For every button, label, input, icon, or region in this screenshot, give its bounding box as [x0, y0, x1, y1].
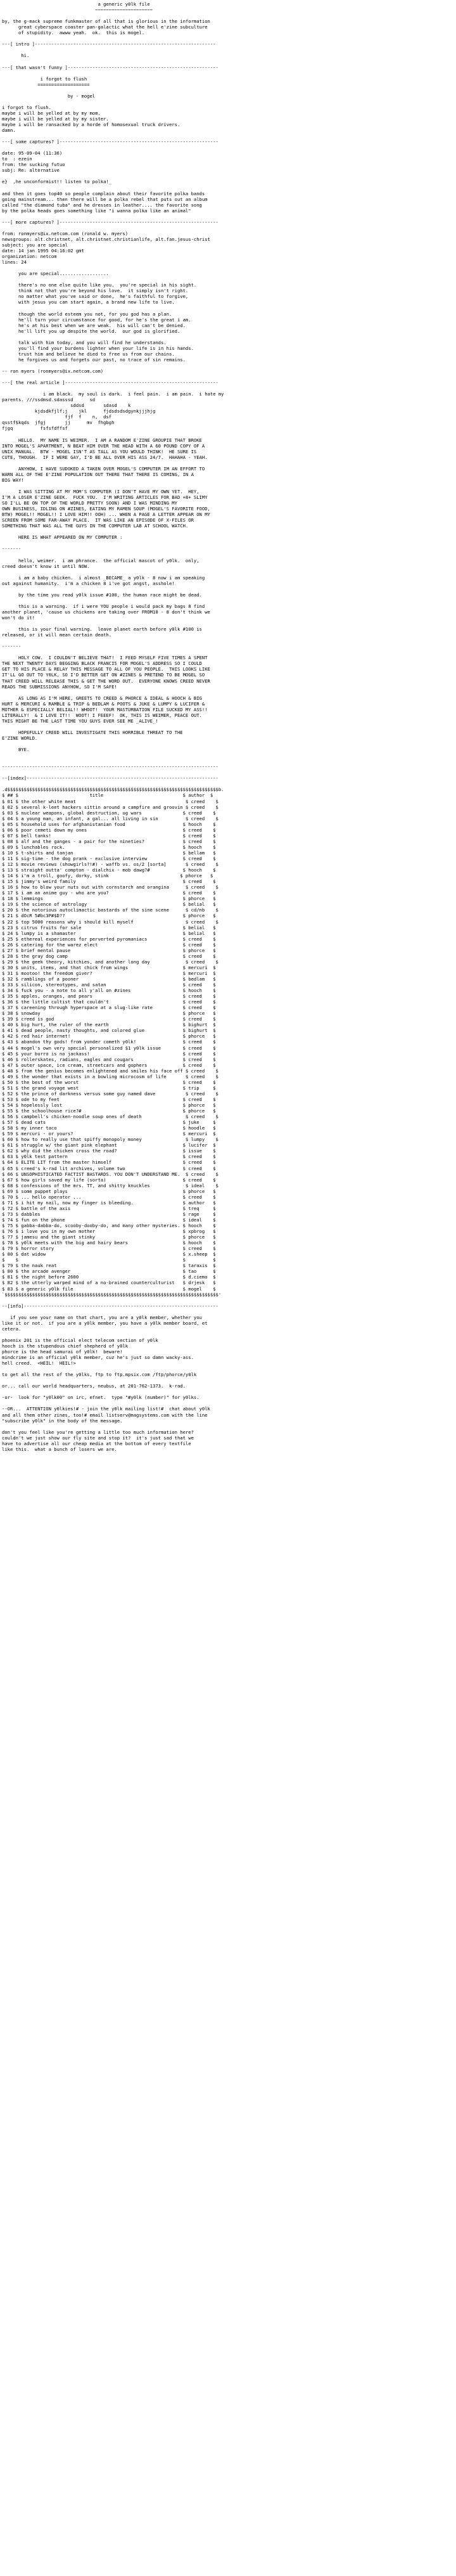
text-line: hell creed. <HEIL! HEIL!> [2, 1360, 76, 1367]
text-line: $ 16 $ how to blow your nuts out with cornstarch and orangina $ creed $ [2, 884, 218, 891]
text-line: IT'LL GO OUT TO Y0LK, SO I'D BETTER GET ON #ZINES & PRETEND TO BE MOGEL SO [2, 672, 205, 678]
text-line: I'M A LOSER E'ZINE GEEK. FUCK YOU. I'M WRITING ARTICLES FOR BAD +8+ SLIMY [2, 494, 208, 501]
text-line: creed doesn't know it until NOW. [2, 563, 90, 569]
text-line: if you see your name on that chart, you are a y0lk member, whether you [2, 1314, 202, 1320]
text-line: there's no one else quite like you. you're special in his sight. [2, 282, 197, 288]
text-line: $ 08 $ alf and the ganges - a pair for the nineties? $ creed $ [2, 838, 216, 844]
text-line: $ 55 $ the schoolhouse rice?# $ phorce $ [2, 1108, 216, 1114]
text-line: HOLY COW. I COULDN'T BELIEVE THAT! I FEED MYSELF FIVE TIMES A SPENT [2, 655, 208, 661]
text-line: $ 60 $ how to really use that spiffy monopoly money $ lumpy $ [2, 1137, 218, 1143]
text-line: newsgroups: alt.christnet, alt.christnet.christianlife, alt.fan.jesus-christ [2, 236, 210, 242]
text-line: ---[ the real article ]-------------------------------------------------------- [2, 380, 218, 386]
text-line: or... call our world headquarters, neubus, at 201-762-1373. k-rad. [2, 1383, 186, 1389]
text-line: $ 25 $ ethereal experiences for perverted pyromaniacs $ creed $ [2, 936, 216, 942]
text-line: $ 40 $ big hurt, the ruler of the earth $ bighurt $ [2, 1022, 216, 1028]
text-line: =================== [2, 81, 90, 87]
text-line: ---[ more captures? ]---------------------------------------------------------- [2, 219, 218, 225]
text-line: fjgq fsfsfdffsf [2, 425, 68, 432]
text-line: I WAS SITTING AT MY MOM'S COMPUTER (I DON'T HAVE MY OWN YET. HEY, [2, 488, 200, 494]
text-line: $ 10 $ t-shirts and tanjan $ bellam $ [2, 849, 216, 856]
text-line: $ 02 $ several k-leet hackers sittin around a campfire and groovin $ creed $ [2, 804, 218, 810]
text-line: $ 80 $ the arcade avenger $ tao $ [2, 1268, 216, 1275]
text-line: $ 17 $ i am an anime guy - who are you? $ creed $ [2, 890, 216, 896]
text-line: $ 81 $ the night before 2600 $ d.ciemo $ [2, 1274, 216, 1280]
text-line: to get all the rest of the y0lks, ftp to ftp.mpsix.com /ftp/phorce/y0lk [2, 1372, 197, 1378]
text-line: $ 26 $ catering for the warez elect $ creed $ [2, 941, 216, 948]
text-line: cetera. [2, 1325, 22, 1332]
text-line: $ 30 $ units, items, and that chick from wings $ mercuri $ [2, 964, 216, 970]
text-line: $ 06 $ poor cemeti down my ones $ creed $ [2, 827, 216, 833]
text-line: fjf f n, dsf [2, 414, 112, 420]
text-line: from: ronmyers@ix.netcom.com (ronald w. myers) [2, 230, 129, 236]
text-line: $ 61 $ struggle w/ the giant pink elephant $ lucifer $ [2, 1142, 216, 1149]
text-line: he'll turn your circumstance for good, for he's the great i am. [2, 316, 191, 323]
text-line: $ 45 $ your burro is no jackass! $ creed $ [2, 1050, 216, 1057]
text-line: $ 80 $ dat widow $ x.sheep $ [2, 1251, 216, 1258]
text-line: -- ron myers (ronmyers@ix.netcom.com) [2, 368, 104, 374]
text-line: from: the sucking futuo [2, 162, 65, 168]
text-line: parents. ///ssdmsd.sdasssd sd [2, 397, 96, 403]
text-line: $ 79 $ horror story $ creed $ [2, 1246, 216, 1252]
text-line: great cyberspace coaster pan-galactic what the hell e'zine subculture [2, 24, 208, 30]
text-line: BTW) MOGEL!! MOGEL!! I LOVE HIM!! OOH) ... WHEN A PAGE A LETTER APPEAR ON MY [2, 512, 210, 518]
text-line: $ 09 $ lunchables rock. $ hooch $ [2, 844, 216, 850]
text-line: hello, weimer. i am phrance. the official mascot of y0lk. only, [2, 557, 200, 564]
text-line: subj: Re: alternative [2, 167, 60, 174]
text-line: $ 65 $ creed's k-rad lit archives, volume two $ creed $ [2, 1165, 216, 1171]
text-line: and all them other zines, too!# email listserv@magsystems.com with the line [2, 1412, 208, 1418]
text-line: $ 82 $ the utterly warped mind of a no-brained counterculturist $ drjesk $ [2, 1280, 216, 1286]
text-line: $ 69 $ some puppet plays $ phorce $ [2, 1188, 216, 1194]
text-line: $ 78 $ y0lk meets with the big and hairy bears $ hooch $ [2, 1240, 216, 1246]
text-line: ~~~~~~~~~~~~~~~~~~~~~ [2, 7, 153, 13]
text-line: HERE IS WHAT APPEARED ON MY COMPUTER : [2, 534, 123, 541]
text-line: $ 58 $ my inner taco $ hoodle $ [2, 1125, 216, 1131]
text-line: $ 01 $ the other white meat $ creed $ [2, 798, 218, 804]
text-line: $ 03 $ nuclear weapons, global destruction, ug wars $ creed $ [2, 809, 216, 816]
text-line: by the polka heads goes something like "i wanna polka like an animal" [2, 207, 191, 214]
text-line: --[info]----------------------------------------------------------------------- [2, 1303, 218, 1309]
text-line: don't you feel like you're getting a little too much information here? [2, 1429, 194, 1435]
text-line: $ 29 $ the geek theory, kitchies, and another long day $ creed $ [2, 958, 218, 965]
text-line: this is a warning. if i were YOU people i would pack my bags 8 find [2, 603, 205, 609]
text-line: phoenix 201 is the official elect telecom section of y0lk [2, 1337, 158, 1343]
text-line: a generic y0lk file [2, 1, 150, 7]
text-line: $ 07 $ bell tanks! $ creed $ [2, 832, 216, 839]
text-line: going mainstream... then there will be a polka rebel that puts out an album [2, 196, 208, 202]
text-line: i forgot to flush [2, 75, 87, 82]
text-line: THAT CREED WILL RELEASE THIS & GET THE WORD OUT. EVERYONE KNOWS CREED NEVER [2, 678, 210, 684]
text-line: you are special.................. [2, 271, 109, 277]
text-line: $ 11 $ sig-time - the dog prank - exclusive interview $ creed $ [2, 855, 216, 861]
text-line: hi. [2, 53, 30, 59]
text-line: $ 46 $ rollerskates, radians, eagles and cougars $ creed $ [2, 1056, 216, 1062]
text-line: i forgot to flush. [2, 104, 51, 110]
text-line: with jesus you can start again, a brand new life to live. [2, 299, 175, 306]
text-line: LITERALLY! & I LOVE IT!! WOOT! I FEEEF! OK, THIS IS WEIMER, PEACE OUT. [2, 712, 202, 718]
text-line: like this. what a bunch of losers we are. [2, 1446, 117, 1452]
text-line: ANYHOW, I HAVE SUDOKED A TAKEN OVER MOGEL'S COMPUTER IM AN EFFORT TO [2, 465, 205, 472]
text-line: $ 52 $ the prince of darkness versus some guy named dave $ creed $ [2, 1090, 218, 1097]
text-line: E'ZINE WORLD. [2, 735, 38, 741]
text-line: .d$$$$$$$$$$$$$$$$$$$$$$$$$$$$$$$$$$$$$$$$$$$$$$$$$$$$$$$$$$$$$$$$$$$$$$$$$$$$$b. [2, 787, 224, 793]
text-line: $ 79 $ the nauk reat $ taraxis $ [2, 1263, 216, 1269]
text-line: INTO MOGEL'S APARTMENT, N BEAT HIM OVER THE HEAD WITH A 60 POUND COPY OF A [2, 442, 205, 449]
text-line: ---[ intro ]------------------------------------------------------------------ [2, 41, 216, 48]
text-line: $ 33 $ silicon, stereotypes, and satan $ creed $ [2, 982, 216, 988]
text-line: $ 22 $ top 5000 reasons why i should kill myself $ creed $ [2, 918, 218, 925]
text-line: BYE. [2, 747, 30, 753]
text-line: $ 67 $ how girls saved my life (sorta) $ creed $ [2, 1176, 216, 1183]
text-line: he's at his best when we are weak. his will can't be denied. [2, 322, 186, 328]
text-line: $ 34 $ fuck you - a note to all y'all on #zines $ hooch $ [2, 988, 216, 994]
text-line: `$$$$$$$$$$$$$$$$$$$$$$$$$$$$$$$$$$$$$$$$$$$$$$$$$$$$$$$$$$$$$$$$$$$$$$$$$$$$$$' [2, 1291, 222, 1298]
text-line: --[index]---------------------------------------------------------------------- [2, 775, 218, 782]
text-line: this is your final warning. leave planet earth before y0lk #100 is [2, 626, 202, 633]
text-line: sddsd sdasd k [2, 402, 131, 409]
text-line: date: 95-09-04 (11:36) [2, 150, 63, 157]
text-line: BIG WAY! [2, 477, 24, 483]
text-line: $ 38 $ snowday $ phorce $ [2, 1010, 216, 1017]
text-line: damn. [2, 127, 16, 134]
text-line: to : ezein [2, 156, 32, 162]
text-line: $ 59 $ mercuri - or yours? $ mercuri $ [2, 1131, 216, 1137]
text-line: mindcrime is an official y0lk member, cuz he's just so damn wacky-ass. [2, 1355, 194, 1361]
text-line: $ 66 $ UNSOPHISTICATED FACTIST BASTARDS. YOU DON'T UNDERSTAND ME. $ creed $ [2, 1171, 218, 1177]
text-line: e} ,he unconformist!! listen to polka!_ [2, 179, 112, 185]
text-line: $ 43 $ abandon thy gods! from yonder cometh y0lk! $ creed $ [2, 1039, 216, 1045]
text-line: $ 13 $ straight outta' compton - dialchix - mob dawg?# $ hooch $ [2, 867, 216, 873]
text-line: $ 49 $ the wonder that exists in a bowling microcosm of life $ creed $ [2, 1073, 218, 1079]
text-line: $ 68 $ confessions of the mrs. TT, and shitty knuckles $ ideal $ [2, 1182, 218, 1188]
text-line: CUTE, THOUGH. IF I WERE GAY, I'D BE ALL OVER HIS ASS 24/7. HAHAHA - YEAH. [2, 454, 208, 460]
text-line: $ 62 $ why did the chicken cross the road? $ issue $ [2, 1148, 216, 1154]
text-line: MOTHER & ESPECIALLY BELIAL!! WHOOT! YOUR MASTURBATION FILE SUCKED MY ASS!! [2, 706, 208, 712]
text-line: WARN ALL OF THE E'ZINE POPULATION OUT THERE THAT THERE IS COMING, IN A [2, 471, 194, 477]
text-line: $ 48 $ from the genius becomes enlightened and smiles his face off $ creed $ [2, 1067, 218, 1074]
text-line: $ 15 $ jimmy's weird family $ creed $ [2, 879, 216, 885]
text-line: he'll lift you up despite the world. our god is glorified. [2, 328, 180, 334]
text-line: $ 20 $ the notorious autoclimactic bastards of the sine scene $ cd/nb $ [2, 907, 218, 913]
text-line: --OR... ATTENTION y0lkies!# - join the y0lk mailing list!# chat about y0lk [2, 1406, 210, 1412]
text-line: of stupidity. awww yeah. ok. this is mogel. [2, 30, 145, 36]
text-line: $ 39 $ creed is god $ creed $ [2, 1016, 216, 1022]
text-line: $ 73 $ dabbles $ rage $ [2, 1211, 216, 1217]
text-line: no matter what you've said or done, he's faithful to forgive, [2, 293, 189, 300]
text-line: $ 37 $ careening through hyperspace at a slug-like rate $ creed $ [2, 1005, 216, 1011]
text-line: ------------------------------------------------------------------------------- [2, 764, 218, 770]
text-line: GET TO HIS PLACE & RELAY THIS MESSAGE TO ALL OF YOU PEOPLE. THIS LOOKS LIKE [2, 666, 210, 673]
text-line: $ 72 $ battle of the axis $ treq $ [2, 1205, 216, 1211]
text-line: ---[ some captures? ]---------------------------------------------------------- [2, 139, 218, 145]
text-line: $ 77 $ jamesu and the giant stinky $ phorce $ [2, 1234, 216, 1240]
text-line: AS LONG AS I'M HERE, GREETS TO CREED & PHORCE & IDEAL & HOOCH & BIG [2, 695, 202, 701]
text-line: and then it goes top40 so people complain about their favorite polka bands [2, 190, 205, 196]
text-line: SOMETHING THAT WAS ALL THE GUYS IN THE COMPUTER LAB AT SCHOOL WATCH. [2, 523, 189, 529]
text-line: i am a baby chicken. i almost _BECAME_ a y0lk - 8 now i am speaking [2, 574, 205, 581]
text-line: $ 28 $ the gray dog camp $ creed $ [2, 953, 216, 959]
text-line: you'll find your burdens lighter when your life is in his hands. [2, 345, 194, 351]
text-line: $ 14 $ i'm a troll, goofy, dorky, stink $ phorce $ [2, 873, 213, 879]
text-line: by, the g-mack supreme funkmaster of all that is glorious in the information [2, 18, 210, 25]
text-line: out against humanity. i'm a chicken 8 i've got angst, asshole! [2, 580, 175, 586]
text-line: maybe i will be ransacked by a horde of homosexual truck drivers. [2, 121, 180, 127]
text-line: hooch is the stupendous chief shepherd of y0lk [2, 1343, 129, 1349]
text-line: $ 36 $ the little cultist that couldn't $ creed $ [2, 999, 216, 1005]
text-line: maybe i will be yelled at by my sister. [2, 115, 109, 122]
text-line: $ 53 $ ode to my feet $ creed $ [2, 1096, 216, 1102]
text-line: $ $ $ $ [2, 1257, 216, 1263]
text-line: i am black. my soul is dark. i feel pain. i am pain. i hate my [2, 391, 224, 397]
text-line: organization: netcom [2, 254, 57, 260]
text-line: $ 19 $ the science of astrology $ belial $ [2, 901, 216, 908]
text-line: ------- [2, 546, 22, 552]
text-line: $ 27 $ brief mental pause $ phorce $ [2, 947, 216, 953]
text-line: $ 83 $ a generic y0lk file $ mogel $ [2, 1285, 216, 1292]
text-line: think not that you're beyond his love. it simply isn't right. [2, 288, 189, 294]
text-line: called "the diamond tuba" and he dresses in leather.... the favorite song [2, 202, 202, 208]
text-line: $ 71 $ i hit my nail, now my finger is bleeding. $ author $ [2, 1199, 216, 1206]
text-line: $ 04 $ a young man, an infant, a gal... all living in sin $ creed $ [2, 815, 218, 821]
text-line: OWN BUSINESS, IDLING ON #ZINES, EATING MY RAMEN SOUP (MOGEL'S FAVORITE FOOD, [2, 506, 210, 512]
text-line: $ 54 $ hopelessly lost $ phorce $ [2, 1102, 216, 1108]
text-line: talk with him today, and you will find he understands. [2, 339, 167, 345]
text-line: $ 76 $ i love you in my own mother $ xpbrog $ [2, 1228, 216, 1235]
text-line: HOPEFULLY CREED WILL INVESTIGATE THIS HORRIBLE THREAT TO THE [2, 729, 183, 735]
text-line: released, or it will mean certain death. [2, 632, 112, 638]
text-line: UNIX MANUAL. BTW - MOGEL ISN'T AS TALL AS YOU WOULD THINK! HE SURE IS [2, 448, 197, 454]
text-line: like it or not. if you are a y0lk member, you have a y0lk member board, et [2, 1320, 208, 1326]
text-line: SCREEN FROM SOME FAR-AWAY PLACE. IT WAS LIKE AN EPISODE OF X-FILES OR [2, 517, 194, 524]
text-line: "subscribe y0lk" in the body of the message. [2, 1417, 123, 1424]
text-line: lines: 24 [2, 259, 27, 266]
text-line: $ 05 $ household uses for afghanistanian food $ hooch $ [2, 821, 216, 827]
text-line: $ 47 $ outer space, ice cream, streetcars and gophers $ creed $ [2, 1062, 216, 1068]
text-line: READS THE SUBMISSIONS ANYHOW, SO I'M SAFE! [2, 683, 117, 690]
text-line: $ 44 $ mogel's own very special personalized $1 y0lk issue $ creed $ [2, 1045, 216, 1051]
text-line: HELLO. MY NAME IS WEIMER. I AM A RANDOM E'ZINE GROUPIE THAT BROKE [2, 437, 202, 443]
text-line: $ 21 $ dOcR 5#bc3P#$D?? $ phorce $ [2, 913, 216, 919]
text-line: subject: you are special [2, 242, 68, 248]
text-line: SO I'LL BE ON TOP OF THE WORLD PRETTY SOON) AND I WAS MINDING MY [2, 500, 177, 506]
text-line: $ 12 $ movie reviews (showgirls?!#) - waffb vs. os/2 [sorta] $ creed $ [2, 861, 218, 868]
text-line: HURT & MERCURI & RAMBLE & TRIP & BEDLAM & POOTS & JUKE & LUMPY & LUCIFER & [2, 700, 205, 707]
text-line: $ 35 $ apples, oranges, and pears $ creed $ [2, 993, 216, 1000]
text-line: $ 42 $ red hair internet! $ phorce $ [2, 1033, 216, 1040]
text-line: date: 14 jan 1995 04:16:02 gmt [2, 248, 84, 254]
text-line: $ 75 $ gabba-dabba-do, scooby-dooby-do, and many other mysteries. $ hooch $ [2, 1222, 216, 1228]
text-line: $ 57 $ dead cats $ juke $ [2, 1119, 216, 1126]
text-line: qsstf$kqds jfgj jj mv fhgbgh [2, 420, 115, 426]
text-line: kjdsdkfjlf;j jkl fjdsdsdsdgynkjjjhjg [2, 408, 156, 415]
text-line: $ 23 $ citrus fruits for sale $ belial $ [2, 924, 216, 931]
text-line: ------- [2, 643, 22, 650]
text-line: $ 56 $ campbell's chicken-noodle soup ones of death $ creed $ [2, 1114, 218, 1120]
text-line: $ 24 $ lumpy is a shamaster $ belial $ [2, 930, 216, 936]
text-line: $ 50 $ the best of the worst $ creed $ [2, 1079, 216, 1085]
text-line: by - mogel [2, 93, 96, 99]
text-line: maybe i will be yelled at by my mom. [2, 110, 101, 116]
text-line: another planet, 'cause us chickens are taking over FROM10 - 8 don't think we [2, 609, 210, 615]
text-line: trust him and believe he died to free us from our chains. [2, 351, 175, 357]
text-line: THIS MIGHT BE THE LAST TIME YOU GUYS EVER SEE ME _ALIVE_! [2, 718, 158, 724]
text-line: he forgives us and forgets our past, no trace of sin remains. [2, 356, 186, 363]
text-line: by the time you read y0lk issue #100, the human race might be dead. [2, 591, 202, 598]
text-line: $ 70 $ ... hello operator ... $ creed $ [2, 1194, 216, 1200]
text-line: couldn't we just show our fly site and stop it? it's just sad that we [2, 1434, 194, 1441]
text-line: $ ## $ title $ author $ [2, 792, 213, 799]
text-line: $ 51 $ the grand voyage west $ trip $ [2, 1085, 216, 1091]
text-line: THE NEXT TWENTY DAYS BEGGING BLACK FRANCIS FOR MOGEL'S ADDRESS SO I COULD [2, 660, 202, 667]
text-line: -or- look for "y0lk00" on irc, efnet. type "#y0lk (number)" for y0lks. [2, 1394, 200, 1401]
text-line: $ 41 $ dead people, nasty thoughts, and colored glue $ bighurt $ [2, 1027, 216, 1034]
text-line: $ 18 $ lemmings $ phorce $ [2, 896, 216, 902]
text-line: $ 63 $ y0lk test pattern $ creed $ [2, 1154, 216, 1160]
text-line: $ 74 $ fun on the phone $ ideal $ [2, 1216, 216, 1223]
text-line: won't do it! [2, 615, 35, 621]
text-line: $ 31 $ mootoo! the freedom giver? $ mercuri $ [2, 970, 216, 976]
text-line: phorce is the head samurai of y0lk! beware! [2, 1349, 123, 1355]
text-line: though the world esteem you not, for you god has a plan. [2, 311, 172, 317]
text-line: have to advertise all our cheap media at the bottom of every textfile [2, 1440, 191, 1446]
text-line: $ 32 $ ramblings of a pooner $ bedlam $ [2, 976, 216, 982]
text-line: ---[ that wasn't funny ]------------------------------------------------------- [2, 64, 218, 70]
text-line: $ 64 $ ELITE LIT from the master himself $ creed $ [2, 1159, 216, 1166]
